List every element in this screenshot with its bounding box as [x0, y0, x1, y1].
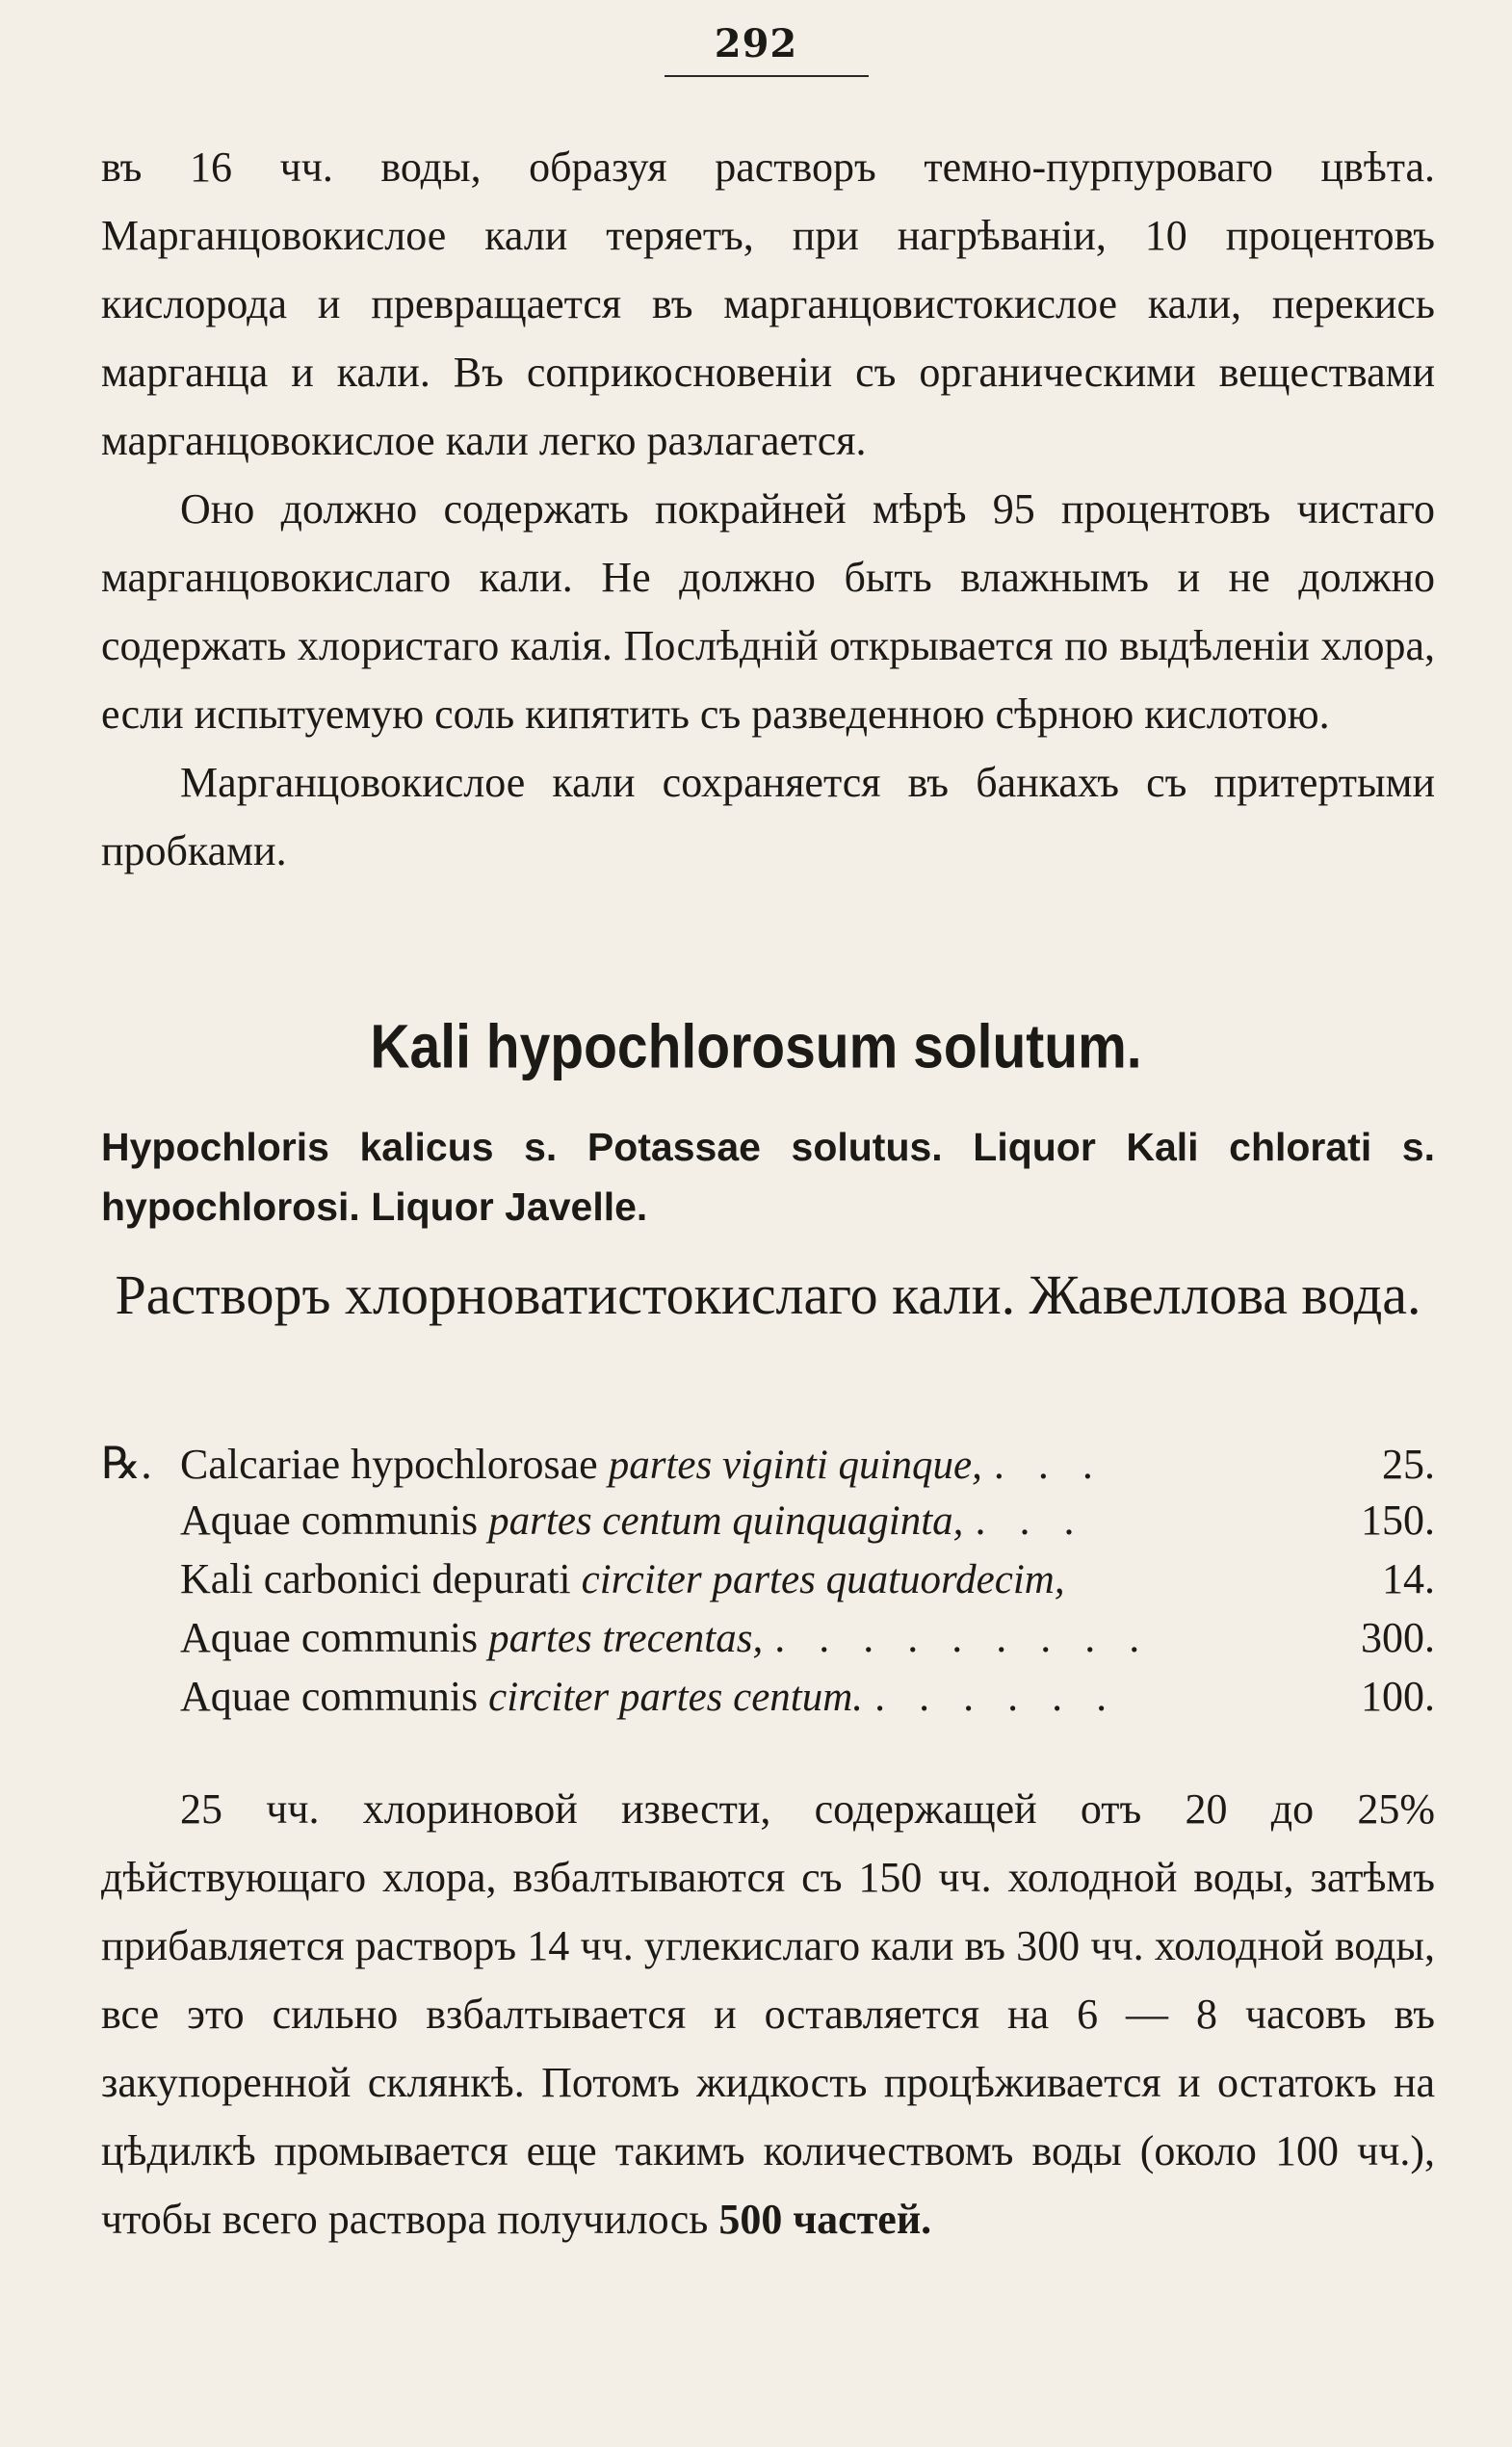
recipe-row	[101, 1672, 1435, 1731]
paragraph: Марганцовокислое кали сохраняется въ банкахъ съ притертыми пробками.	[101, 759, 1435, 874]
bottom-text-block	[101, 1775, 1435, 2253]
top-text-block	[101, 133, 1435, 885]
ingredient-amount: 14.	[1382, 1555, 1435, 1602]
article-heading: Kali hypochlorosum solutum.	[370, 1012, 1142, 1081]
ingredient-name: Aquae communis partes centum quinquaginta,	[180, 1497, 964, 1544]
leader-dots: . . .	[993, 1441, 1105, 1488]
header-rule	[665, 75, 869, 77]
paragraph: 25 чч. хлориновой извести, содержащей отъ 20 до 25% дѣйствующаго хлора, взбалтываются съ 150 чч. холодной воды, затѣмъ прибавляется растворъ 14 чч. углекислаго кали въ 300 чч. холодной воды, все это сильно взбалтывается и оставляется на 6 — 8 часовъ въ закупоренной склянкѣ. Потомъ жидкость процѣживается и остатокъ на цѣдилкѣ промывается еще такимъ количествомъ воды (около 100 чч.), чтобы всего раствора получилось 500 частей.	[101, 1785, 1435, 2243]
recipe-row	[101, 1613, 1435, 1672]
ingredient-quantity: partes trecentas,	[488, 1616, 764, 1661]
russian-title: Растворъ хлорноватистокислаго кали. Жавеллова вода.	[115, 1263, 1421, 1326]
recipe-row	[101, 1554, 1435, 1613]
ingredient-quantity: partes viginti quinque,	[608, 1443, 982, 1488]
ingredient-quantity: circiter partes quatuordecim,	[581, 1557, 1065, 1602]
ingredient-amount: 300.	[1361, 1614, 1435, 1661]
recipe-row	[101, 1437, 1435, 1496]
ingredient-amount: 25.	[1382, 1441, 1435, 1488]
ingredient-name: Kali carbonici depurati circiter partes quatuordecim,	[180, 1555, 1065, 1602]
leader-dots: . . . . . .	[874, 1673, 1119, 1720]
ingredient-name: Aquae communis partes trecentas,	[180, 1614, 764, 1661]
page-number: 292	[714, 21, 798, 66]
paragraph: Оно должно содержать покрайней мѣрѣ 95 процентовъ чистаго марганцовокислаго кали. Не должно быть влажнымъ и не должно содержать хлористаго калія. Послѣдній открывается по выдѣленіи хлора, если испытуемую соль кипятить съ разведенною сѣрною кислотою.	[101, 485, 1435, 738]
ingredient-name: Aquae communis circiter partes centum.	[180, 1673, 864, 1720]
recipe-row	[101, 1496, 1435, 1554]
ingredient-amount: 100.	[1361, 1673, 1435, 1720]
recipe-symbol: ℞.	[101, 1439, 152, 1488]
ingredient-quantity: partes centum quinquaginta,	[488, 1498, 964, 1544]
leader-dots: . . .	[975, 1497, 1086, 1544]
paragraph: въ 16 чч. воды, образуя растворъ темно-пурпуроваго цвѣта. Марганцовокислое кали теряетъ, при нагрѣваніи, 10 процентовъ кислорода и превращается въ марганцовистокислое кали, перекись марганца и кали. Въ соприкосновеніи съ органическими веществами марганцовокислое кали легко разлагается.	[101, 143, 1435, 464]
leader-dots: . . . . . . . . .	[774, 1614, 1152, 1661]
ingredient-amount: 150.	[1361, 1497, 1435, 1544]
recipe-block	[101, 1437, 1435, 1731]
ingredient-quantity: circiter partes centum.	[488, 1675, 864, 1720]
article-synonyms: Hypochloris kalicus s. Potassae solutus. Liquor Kali chlorati s. hypochlorosi. Liquor Javelle.	[101, 1125, 1435, 1229]
bold-total: 500 частей.	[718, 2196, 932, 2243]
ingredient-name: Calcariae hypochlorosae partes viginti quinque,	[180, 1441, 982, 1488]
